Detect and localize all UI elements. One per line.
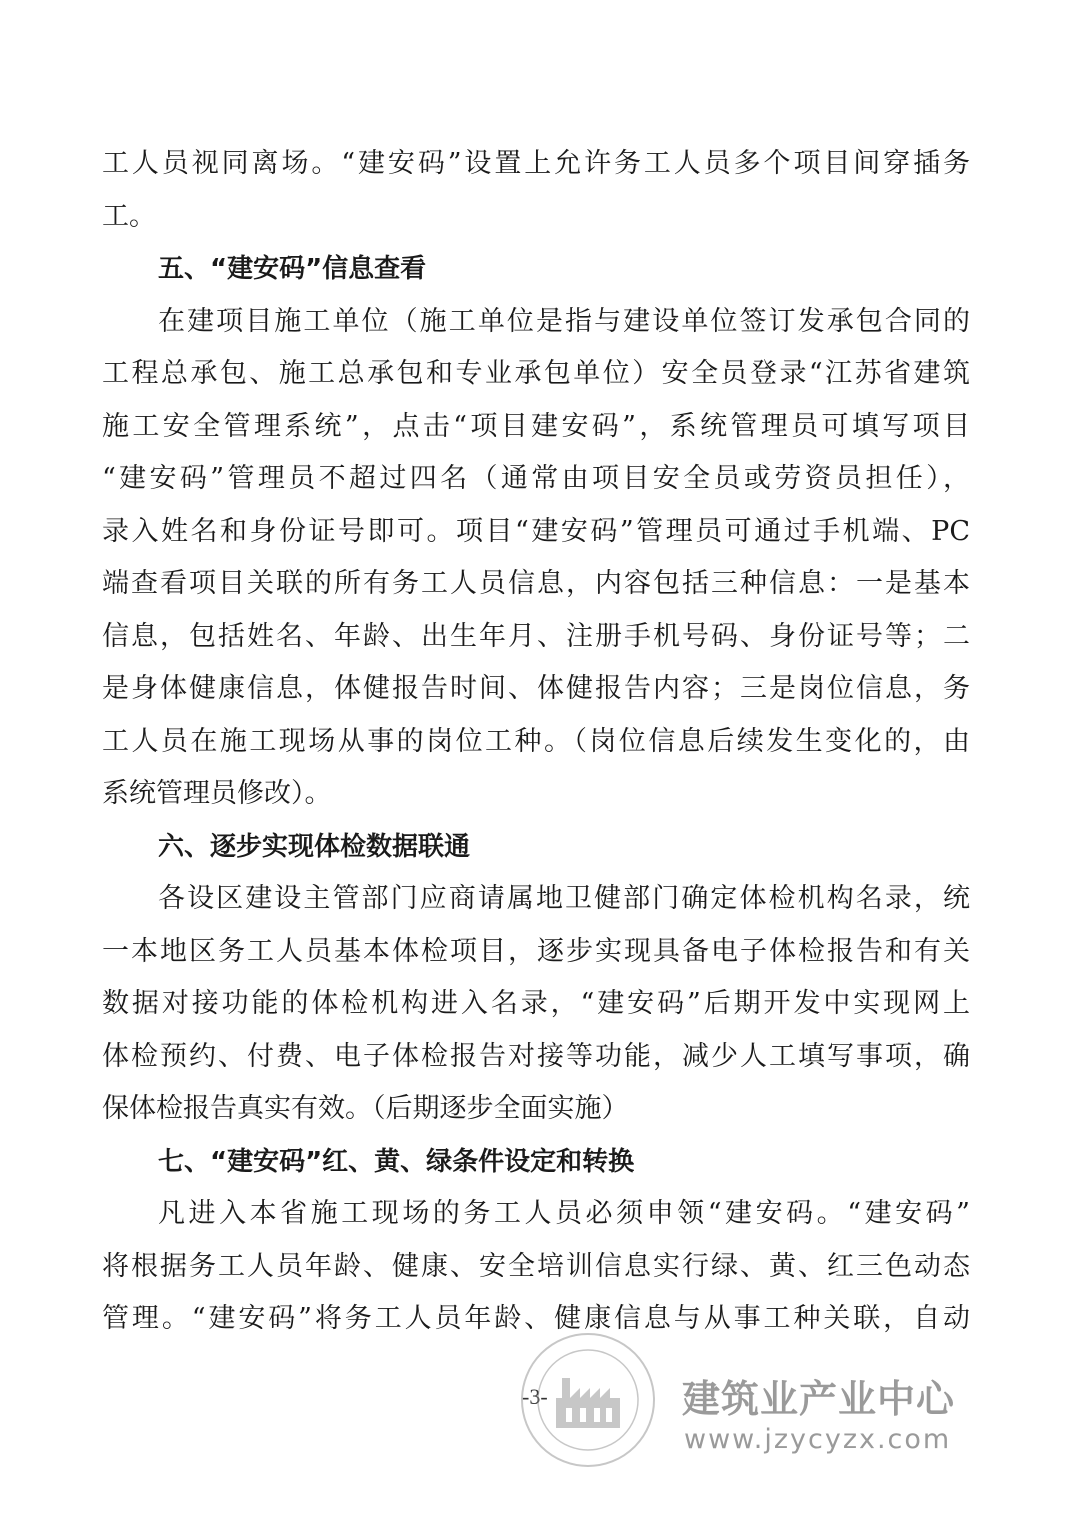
section-heading: 七、“建安码”红、黄、绿条件设定和转换 <box>158 1146 635 1177</box>
section-heading: 五、“建安码”信息查看 <box>158 254 427 284</box>
document-body <box>102 138 970 1346</box>
text-line: 施工安全管理系统”，点击“项目建安码”，系统管理员可填写项目 <box>102 410 970 442</box>
text-line: 工程总承包、施工总承包和专业承包单位）安全员登录“江苏省建筑 <box>102 358 970 389</box>
section-heading: 六、逐步实现体检数据联通 <box>158 831 471 862</box>
text-line: 数据对接功能的体检机构进入名录，“建安码”后期开发中实现网上 <box>102 988 970 1019</box>
text-line: 保体检报告真实有效。（后期逐步全面实施） <box>102 1093 629 1124</box>
text-line: 信息，包括姓名、年龄、出生年月、注册手机号码、身份证号等；二 <box>102 620 970 652</box>
text-line: 是身体健康信息，体健报告时间、体健报告内容；三是岗位信息，务 <box>102 673 970 704</box>
text-line: 工人员视同离场。“建安码”设置上允许务工人员多个项目间穿插务 <box>102 148 970 179</box>
watermark-url: www.jzycyzx.com <box>684 1424 952 1455</box>
text-line: 工。 <box>102 200 156 232</box>
text-line: “建安码”管理员不超过四名（通常由项目安全员或劳资员担任）， <box>102 463 970 494</box>
text-line: 在建项目施工单位（施工单位是指与建设单位签订发承包合同的 <box>158 305 970 337</box>
text-line: 端查看项目关联的所有务工人员信息，内容包括三种信息：一是基本 <box>102 568 970 599</box>
seal-logo-icon <box>518 1330 658 1470</box>
text-line: 录入姓名和身份证号即可。项目“建安码”管理员可通过手机端、PC <box>102 515 970 547</box>
text-line: 系统管理员修改）。 <box>102 778 332 809</box>
text-line: 一本地区务工人员基本体检项目，逐步实现具备电子体检报告和有关 <box>102 935 970 967</box>
text-line: 管理。“建安码”将务工人员年龄、健康信息与从事工种关联，自动 <box>102 1303 970 1334</box>
page-number: -3- <box>522 1384 548 1409</box>
text-line: 各设区建设主管部门应商请属地卫健部门确定体检机构名录，统 <box>158 883 970 914</box>
text-line: 工人员在施工现场从事的岗位工种。（岗位信息后续发生变化的，由 <box>102 725 970 757</box>
text-line: 体检预约、付费、电子体检报告对接等功能，减少人工填写事项，确 <box>102 1040 970 1072</box>
text-line: 凡进入本省施工现场的务工人员必须申领“建安码。“建安码” <box>158 1198 970 1229</box>
text-line: 将根据务工人员年龄、健康、安全培训信息实行绿、黄、红三色动态 <box>102 1250 970 1282</box>
watermark-name: 建筑业产业中心 <box>682 1377 956 1421</box>
